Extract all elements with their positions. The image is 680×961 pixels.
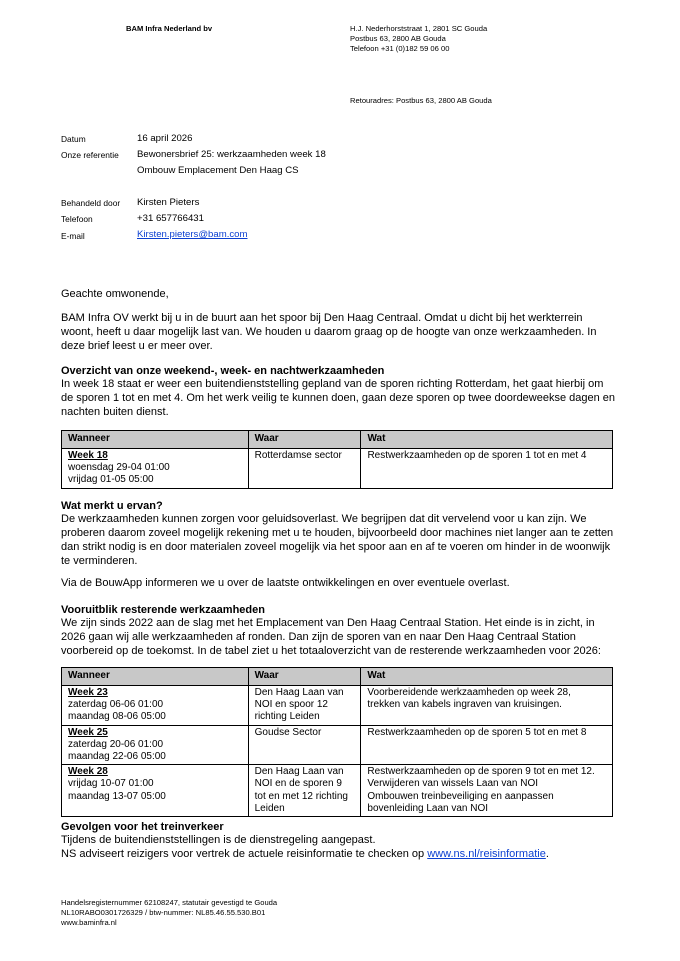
header-where: Waar <box>248 431 361 449</box>
section-title: Wat merkt u ervan? <box>61 500 163 512</box>
reference-label: Onze referentie <box>61 150 119 160</box>
what-line: trekken van kabels ingraven van kruisingen. <box>367 699 562 711</box>
ns-reisinformatie-link[interactable]: www.ns.nl/reisinformatie <box>427 848 546 860</box>
cell-when <box>62 765 249 817</box>
week-label: Week 23 <box>68 687 108 698</box>
start-time: woensdag 29-04 01:00 <box>68 462 170 474</box>
where-line: richting Leiden <box>254 711 320 723</box>
ns-advice-suffix: . <box>545 848 549 860</box>
section-paragraph: Tijdens de buitendienststellingen is de dienstregeling aangepast. <box>61 834 376 846</box>
cell-when <box>62 725 249 765</box>
table-header-row <box>62 668 613 686</box>
date-label: Datum <box>61 134 86 144</box>
start-time: zaterdag 20-06 01:00 <box>68 738 164 750</box>
phone-label: Telefoon <box>61 214 93 224</box>
end-time: vrijdag 01-05 05:00 <box>68 474 154 486</box>
section-title: Gevolgen voor het treinverkeer <box>61 821 224 833</box>
section-paragraph: In week 18 staat er weer een buitendienststelling gepland van de sporen richting Rotterdam, het gaat hierbij om de sporen 1 tot en met 4. Om het werk veilig te kunnen doen, gaan deze sporen op twee doordeweekse dagen en nachten buiten dienst. <box>61 378 616 418</box>
address-line: Postbus 63, 2800 AB Gouda <box>350 34 446 43</box>
section-title: Vooruitblik resterende werkzaamheden <box>61 604 265 616</box>
handled-by-label: Behandeld door <box>61 198 121 208</box>
return-address: Retouradres: Postbus 63, 2800 AB Gouda <box>350 96 492 105</box>
reference-value: Bewonersbrief 25: werkzaamheden week 18 <box>137 149 326 160</box>
what-line: Restwerkzaamheden op de sporen 5 tot en met 8 <box>367 726 587 738</box>
table-row <box>62 686 613 726</box>
where-line: tot en met 12 richting <box>254 790 348 802</box>
where-line: Rotterdamse sector <box>254 450 342 461</box>
table-row <box>62 725 613 765</box>
cell-when <box>62 449 249 489</box>
cell-what <box>361 686 613 726</box>
email-label: E-mail <box>61 231 85 241</box>
header-where: Waar <box>248 668 361 686</box>
end-time: maandag 22-06 05:00 <box>68 751 166 763</box>
table-header-row <box>62 431 613 449</box>
what-line: Restwerkzaamheden op de sporen 1 tot en met 4 <box>367 450 587 461</box>
company-address <box>350 24 487 54</box>
what-line: Verwijderen van wissels Laan van NOI <box>367 778 539 790</box>
schedule-table-2026 <box>61 667 613 817</box>
week-label: Week 25 <box>68 726 108 738</box>
handled-by-value: Kirsten Pieters <box>137 197 200 208</box>
greeting: Geachte omwonende, <box>61 288 169 300</box>
company-name: BAM Infra Nederland bv <box>126 24 213 33</box>
header-what: Wat <box>361 431 613 449</box>
week-label: Week 18 <box>68 450 108 461</box>
footer-line: Handelsregisternummer 62108247, statutair gevestigd te Gouda <box>61 898 278 907</box>
what-line: Ombouwen treinbeveiliging en aanpassen <box>367 790 554 802</box>
what-line: Restwerkzaamheden op de sporen 9 tot en met 12. <box>367 766 595 778</box>
address-line: H.J. Nederhorststraat 1, 2801 SC Gouda <box>350 24 488 33</box>
section-title: Overzicht van onze weekend-, week- en nachtwerkzaamheden <box>61 365 385 377</box>
where-line: Den Haag Laan van <box>254 766 344 778</box>
section-paragraph: We zijn sinds 2022 aan de slag met het Emplacement van Den Haag Centraal Station. Het einde is in zicht, in 2026 gaan wij alle werkzaamheden af ronden. Dan zijn de sporen van en naar Den Haag Centraal Station voorbereid op de toekomst. In de tabel ziet u het totaaloverzicht van de resterende werkzaamheden voor 2026: <box>61 617 601 657</box>
footer-line: NL10RABO0301726329 / btw-nummer: NL85.46.55.530.B01 <box>61 908 266 917</box>
cell-where <box>248 686 361 726</box>
week-label: Week 28 <box>68 766 108 778</box>
email-link[interactable]: Kirsten.pieters@bam.com <box>137 229 248 240</box>
where-line: NOI en de sporen 9 <box>254 778 342 790</box>
ns-advice-text: NS adviseert reizigers voor vertrek de actuele reisinformatie te checken op <box>61 848 428 860</box>
where-line: NOI en spoor 12 <box>254 699 328 711</box>
cell-when <box>62 686 249 726</box>
section-paragraph: De werkzaamheden kunnen zorgen voor geluidsoverlast. We begrijpen dat dit vervelend voor u kan zijn. We proberen daarom zoveel mogelijk rekening met u te houden, bijvoorbeeld door machines niet langer aan te zetten dan strikt nodig is en door materialen zoveel mogelijk via het spoor aan en af te voeren om hinder in de woonwijk te verminderen. <box>61 513 614 567</box>
where-line: Den Haag Laan van <box>254 687 344 698</box>
table-row <box>62 449 613 489</box>
ns-advice-paragraph <box>61 847 617 861</box>
what-line: Voorbereidende werkzaamheden op week 28, <box>367 687 571 698</box>
start-time: zaterdag 06-06 01:00 <box>68 699 164 711</box>
cell-what <box>361 725 613 765</box>
end-time: maandag 13-07 05:00 <box>68 790 166 802</box>
cell-what <box>361 765 613 817</box>
intro-paragraph: BAM Infra OV werkt bij u in de buurt aan het spoor bij Den Haag Centraal. Omdat u dicht bij het werkterrein woont, heeft u daar mogelijk last van. We houden u daarom graag op de hoogte van onze werkzaamheden. In deze brief leest u er meer over. <box>61 312 597 352</box>
header-when: Wanneer <box>62 668 249 686</box>
footer-line: www.baminfra.nl <box>61 918 117 927</box>
footer <box>61 898 277 928</box>
bouwapp-paragraph: Via de BouwApp informeren we u over de laatste ontwikkelingen en over eventuele overlast. <box>61 577 510 589</box>
reference-value-2: Ombouw Emplacement Den Haag CS <box>137 165 299 176</box>
cell-what <box>361 449 613 489</box>
where-line: Goudse Sector <box>254 726 322 738</box>
address-line: Telefoon +31 (0)182 59 06 00 <box>350 44 450 53</box>
cell-where <box>248 765 361 817</box>
start-time: vrijdag 10-07 01:00 <box>68 778 154 790</box>
end-time: maandag 08-06 05:00 <box>68 711 166 723</box>
cell-where <box>248 725 361 765</box>
cell-where <box>248 449 361 489</box>
header-what: Wat <box>361 668 613 686</box>
date-value: 16 april 2026 <box>137 133 193 144</box>
where-line: Leiden <box>254 802 285 814</box>
schedule-table-week-18 <box>61 430 613 489</box>
what-line: bovenleiding Laan van NOI <box>367 802 489 814</box>
header-when: Wanneer <box>62 431 249 449</box>
phone-value: +31 657766431 <box>137 213 204 224</box>
table-row <box>62 765 613 817</box>
